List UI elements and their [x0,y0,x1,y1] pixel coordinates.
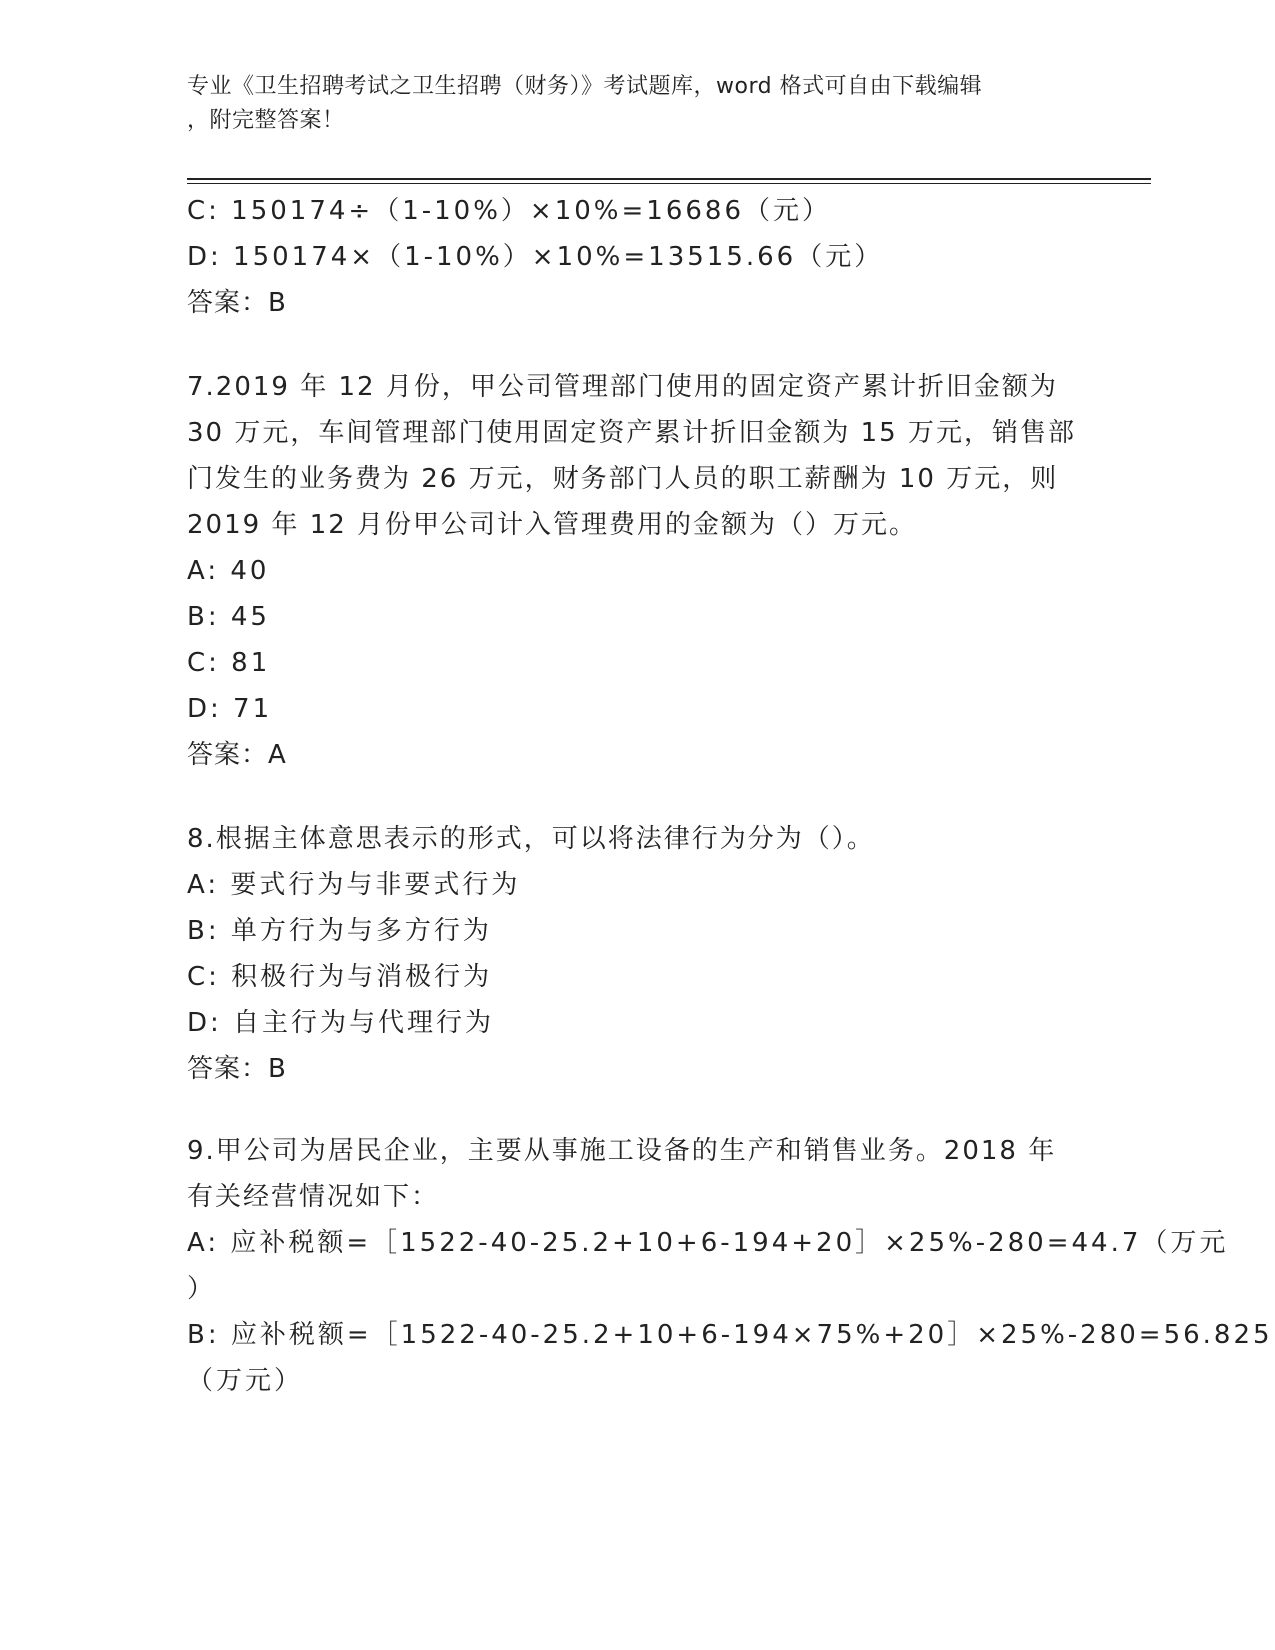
question-text-line: 2019 年 12 月份甲公司计入管理费用的金额为（）万元。 [187,510,918,540]
spacer [187,778,1087,816]
answer-line: 答案：B [187,288,287,318]
option-d: D: 150174×（1-10%）×10%=13515.66（元） [187,242,884,272]
option-a: A: 应补税额=［1522-40-25.2+10+6-194+20］×25%-280=44.7（万元 [187,1228,1229,1258]
question-text-line: 9.甲公司为居民企业，主要从事施工设备的生产和销售业务。2018 年 [187,1136,1057,1166]
document-body [187,188,1273,1404]
spacer [187,326,1087,364]
question-text-line: 8.根据主体意思表示的形式，可以将法律行为分为（）。 [187,824,875,854]
header-rule-thick [187,178,1151,180]
option-b: B: 45 [187,602,270,632]
document-header [187,70,1087,138]
option-c: C: 150174÷（1-10%）×10%=16686（元） [187,196,831,226]
option-b-continued: （万元） [187,1366,304,1396]
question-text-line: 30 万元，车间管理部门使用固定资产累计折旧金额为 15 万元，销售部 [187,418,1076,448]
option-d: D: 71 [187,694,273,724]
answer-line: 答案：B [187,1054,287,1084]
question-text-line: 门发生的业务费为 26 万元，财务部门人员的职工薪酬为 10 万元，则 [187,464,1059,494]
option-b: B: 单方行为与多方行为 [187,916,492,946]
header-rule-thin [187,183,1151,184]
question-block-8 [187,816,1087,1092]
header-line-2: ，附完整答案！ [187,108,345,133]
question-block-prev [187,188,1087,326]
option-a: A: 要式行为与非要式行为 [187,870,521,900]
answer-line: 答案：A [187,740,287,770]
header-line-1: 专业《卫生招聘考试之卫生招聘（财务）》考试题库，word 格式可自由下载编辑 [187,74,983,99]
question-block-9 [187,1128,1273,1404]
option-c: C: 积极行为与消极行为 [187,962,493,992]
option-d: D: 自主行为与代理行为 [187,1008,495,1038]
option-a: A: 40 [187,556,270,586]
option-b: B: 应补税额=［1522-40-25.2+10+6-194×75%+20］×25%-280=56.825 [187,1320,1273,1350]
question-text-line: 7.2019 年 12 月份，甲公司管理部门使用的固定资产累计折旧金额为 [187,372,1058,402]
question-block-7 [187,364,1087,778]
spacer [187,1092,1087,1128]
option-c: C: 81 [187,648,271,678]
question-text-line: 有关经营情况如下： [187,1182,440,1212]
option-a-continued: ） [187,1274,217,1304]
